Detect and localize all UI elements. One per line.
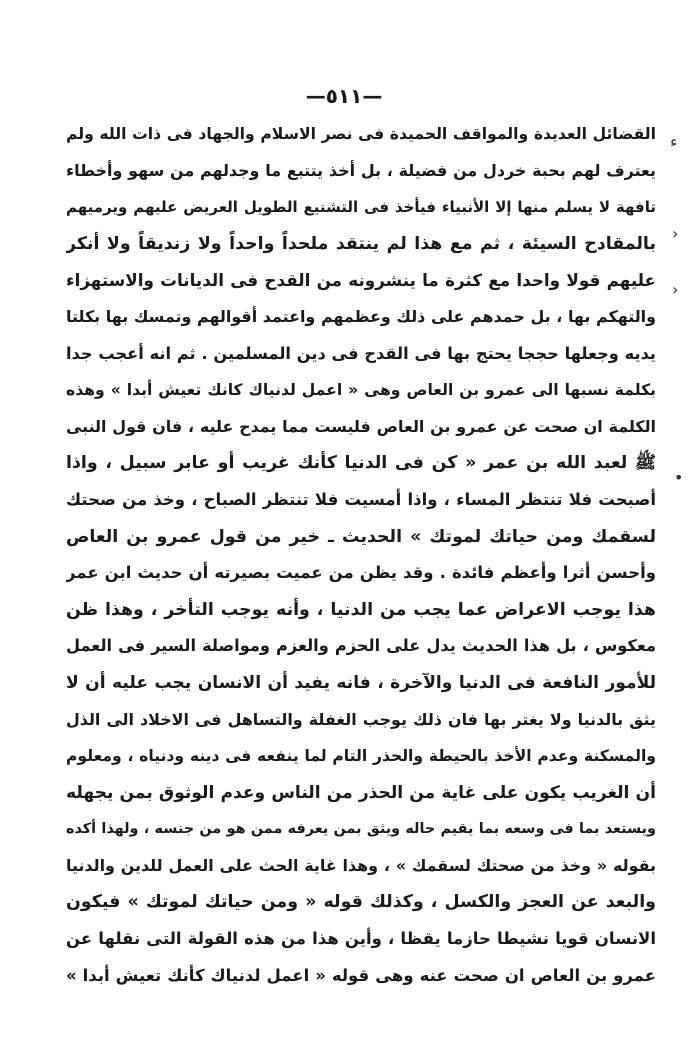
text-line: معكوس ، بل هذا الحديث يدل على الحزم والعزم ومواصلة السير فى العمل <box>66 636 656 656</box>
text-line: عمرو بن العاص ان صحت عنه وهى قوله « اعمل لدنياك كأنك تعيش أبدا » <box>66 965 656 985</box>
text-line: ﷺ لعبد الله بن عمر « كن فى الدنيا كأنك غريب أو عابر سبيل ، واذا <box>66 453 656 474</box>
text-line: ويستعد بما فى وسعه بما يقيم حاله ويثق بمن يعرفه ممن هو من جنسه ، ولهذا أكده <box>66 821 656 838</box>
margin-mark: ء <box>670 132 678 151</box>
text-line: يثق بالدنيا ولا يغتر بها فان ذلك يوجب الغفلة والتساهل فى الاخلاد الى الذل <box>66 709 656 729</box>
margin-mark: › <box>672 224 679 243</box>
text-line: عليهم قولا واحدا مع كثرة ما ينشرونه من القدح فى الديانات والاستهزاء <box>66 270 656 291</box>
text-line: بقوله « وخذ من صحتك لسقمك » ، وهذا غاية الحث على العمل للدين والدنيا <box>66 855 656 875</box>
text-line: أصبحت فلا تنتظر المساء ، واذا أمسيت فلا تنتظر الصباح ، وخذ من صحتك <box>66 489 656 509</box>
text-line: للأمور النافعة فى الدنيا والآخرة ، فانه يفيد أن الانسان يجب عليه أن لا <box>66 672 656 693</box>
text-line: يديه وجعلها حججا يحتج بها فى القدح فى دين المسلمين . ثم انه أعجب جدا <box>66 343 656 363</box>
margin-mark: • <box>674 468 684 487</box>
text-line: أن الغريب يكون على غاية من الحذر من الناس وعدم الوثوق بمن يجهله <box>66 782 656 803</box>
text-line: يعترف لهم بحبة خردل من فضيلة ، بل أخذ يتتبع ما وجدلهم من سهو وأخطاء <box>66 160 656 180</box>
text-line: بالمقادح السيئة ، ثم مع هذا لم ينتقد ملحداً واحداً ولا زنديقاً ولا أنكر <box>66 233 656 254</box>
text-line: بكلمة نسبها الى عمرو بن العاص وهى « اعمل لدنياك كانك تعيش أبدا » وهذه <box>66 381 656 400</box>
margin-mark: › <box>672 280 679 299</box>
text-line: الانسان قويا نشيطا حازما يقظا ، وأين هذا من هذه القولة التى نقلها عن <box>66 929 656 949</box>
text-line: لسقمك ومن حياتك لموتك » الحديث ـ خير من قول عمرو بن العاص <box>66 526 656 547</box>
body-text <box>66 116 656 994</box>
text-line: القضائل العديدة والمواقف الحميدة فى نصر الاسلام والجهاد فى ذات الله ولم <box>66 125 656 143</box>
text-line: تافهة لا يسلم منها إلا الأنبياء فيأخذ فى التشنيع الطويل العريض عليهم ويرميهم <box>66 198 656 217</box>
text-line: والتهكم بها ، بل حمدهم على ذلك وعظمهم واعتمد أقوالهم وتمسك بها بكلتا <box>66 306 656 326</box>
text-line: وأحسن أثرا وأعظم فائدة . وقد يظن من عميت بصيرته أن حديث ابن عمر <box>66 563 656 583</box>
text-line: والبعد عن العجز والكسل ، وكذلك قوله « ومن حياتك لموتك » فيكون <box>66 892 656 913</box>
page-number: —٥١١— <box>305 84 383 108</box>
text-line: والمسكنة وعدم الأخذ بالحيطة والحذر التام لما ينفعه فى دينه ودنياه ، ومعلوم <box>66 747 656 766</box>
text-line: الكلمة ان صحت عن عمرو بن العاص فليست مما يمدح عليه ، فان قول النبى <box>66 416 656 436</box>
text-line: هذا يوجب الاعراض عما يجب من الدنيا ، وأنه يوجب التأخر ، وهذا ظن <box>66 599 656 620</box>
